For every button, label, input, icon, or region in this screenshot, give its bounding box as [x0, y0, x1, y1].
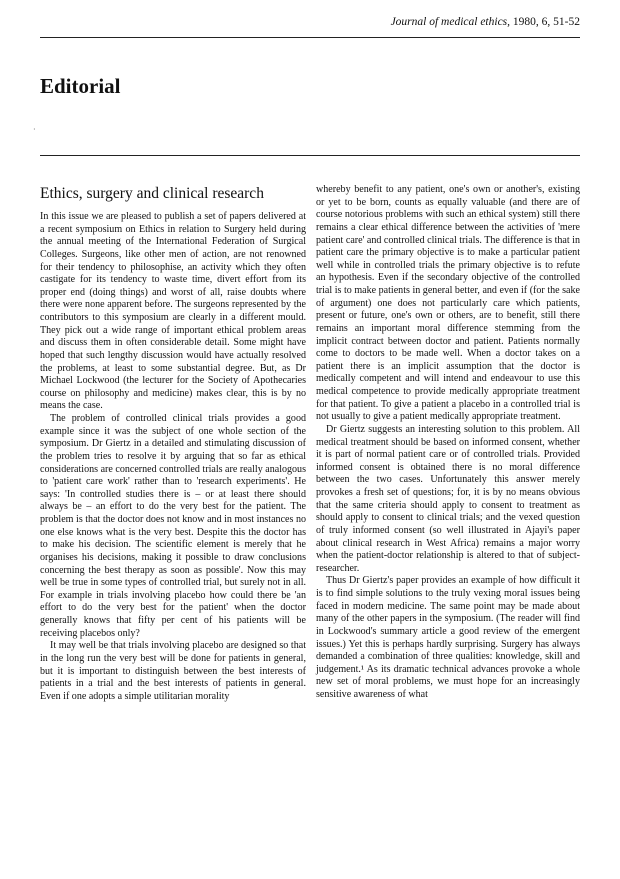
journal-header: [391, 16, 580, 28]
paragraph: Dr Giertz suggests an interesting solution to this problem. All medical treatment should be based on informed consent, whether it is part of normal patient care or of controlled trials. Provided informed consent is obtained there is no moral difference between the two cases. Unfortunately this answer merely provokes a fresh set of questions; for, it is by no means obvious that the same criteria should apply to consent to treatment as should apply to consent to clinical trials; and the vexed question of truly informed consent (so well illustrated in Ajayi's paper about clinical research in West Africa) remains a major worry when the patient-doctor relationship is altered to that of subject-researcher.: [316, 423, 580, 574]
right-column: [316, 184, 580, 702]
section-rule: [40, 155, 580, 156]
paragraph: whereby benefit to any patient, one's own or another's, existing or yet to be born, counts as equally valuable (and there are of course notorious problems with such an ethical system) still there remains a clear ethical difference between the activities of 'mere patient care' and controlled clinical trials. The difference is that in patient care the primary objective is to make a particular patient well while in controlled trials the primary objective is to refute an hypothesis. Even if the secondary objective of the controlled trial is to make patients in general better, and even if (for the sake of argument) one does not particularly care which patients, present or future, one's own or others, are to benefit, still there remains an important moral difference stemming from the implicit contract between doctor and patient. Patients normally come to doctors to be made well. When a doctor takes on a patient there is an implicit assumption that the doctor is medically competent and will intend and endeavour to use this medical competence to provide medically appropriate treatment for that patient. To give a patient a placebo in a controlled trial is not usually to give a patient medically appropriate treatment.: [316, 184, 580, 423]
paragraph: The problem of controlled clinical trials provides a good example since it was the subject of one whole section of the symposium. Dr Giertz in a detailed and stimulating discussion of the problem tries to resolve it by arguing that so far as ethical considerations are concerned controlled trials are really analogous to 'patient care work' rather than to 'research experiments'. He says: 'In controlled studies there is – or at least there should always be – an effort to do the very best for the patient. The problem is that the doctor does not know and in most instances no one else knows what is the very best. Despite this the doctor has to make his decision. The scientific element is merely that he organises his decisions, making it possible to draw conclusions concerning the best therapy as soon as possible'. Now this may well be true in some types of controlled trial, but surely not in all. For example in trials involving placebo how could there be 'an effort to do the very best for the patient' when the doctor generally knows that fifty per cent of his patients will be receiving placebos only?: [40, 413, 306, 639]
paragraph: Thus Dr Giertz's paper provides an example of how difficult it is to find simple solutions to the truly vexing moral issues being faced in modern medicine. The same point may be made about many of the other papers in the symposium. (The reader will find in Lockwood's summary article a good review of the emergent issues.) Yet this is perhaps hardly surprising. Surgery has always demanded a combination of three qualities: knowledge, skill and judgement.¹ As its dramatic technical advances provoke a whole new set of moral problems, we must hope for an increasingly sensitive awareness of what: [316, 575, 580, 700]
journal-name: Journal of medical ethics,: [390, 16, 511, 28]
left-column: [40, 211, 306, 703]
journal-citation: 1980, 6, 51-52: [512, 16, 580, 28]
paragraph: In this issue we are pleased to publish a set of papers delivered at a recent symposium on Ethics in relation to Surgery held during the annual meeting of the International Federation of Surgical Colleges. Surgeons, like other men of action, are not renowned for their tendency to philosophise, an activity which they often castigate for its tendency to waste time, divert effort from its proper end (doing things) and worst of all, raise doubts where there were none apparent before. The surgeons represented by the contributors to this symposium are clearly in a different mould. They pick out a wide range of important ethical problem areas and discuss them in often considerable detail. Some might have hoped that such lengthy discussion would have actually resolved the problems, at least to some substantial degree. But, as Dr Michael Lockwood (the lecturer for the Society of Apothecaries course on philosophy and medicine) makes clear, this is by no means the case.: [40, 211, 306, 412]
scan-speck: ·: [33, 125, 36, 134]
top-rule: [40, 37, 580, 38]
section-title: Editorial: [40, 74, 121, 98]
paragraph: It may well be that trials involving placebo are designed so that in the long run the very best will be done for patients in general, but it is important to distinguish between the best interests of patients in a trial and the best interests of patients in general. Even if one adopts a simple utilitarian morality: [40, 640, 306, 702]
article-title: Ethics, surgery and clinical research: [40, 185, 264, 202]
